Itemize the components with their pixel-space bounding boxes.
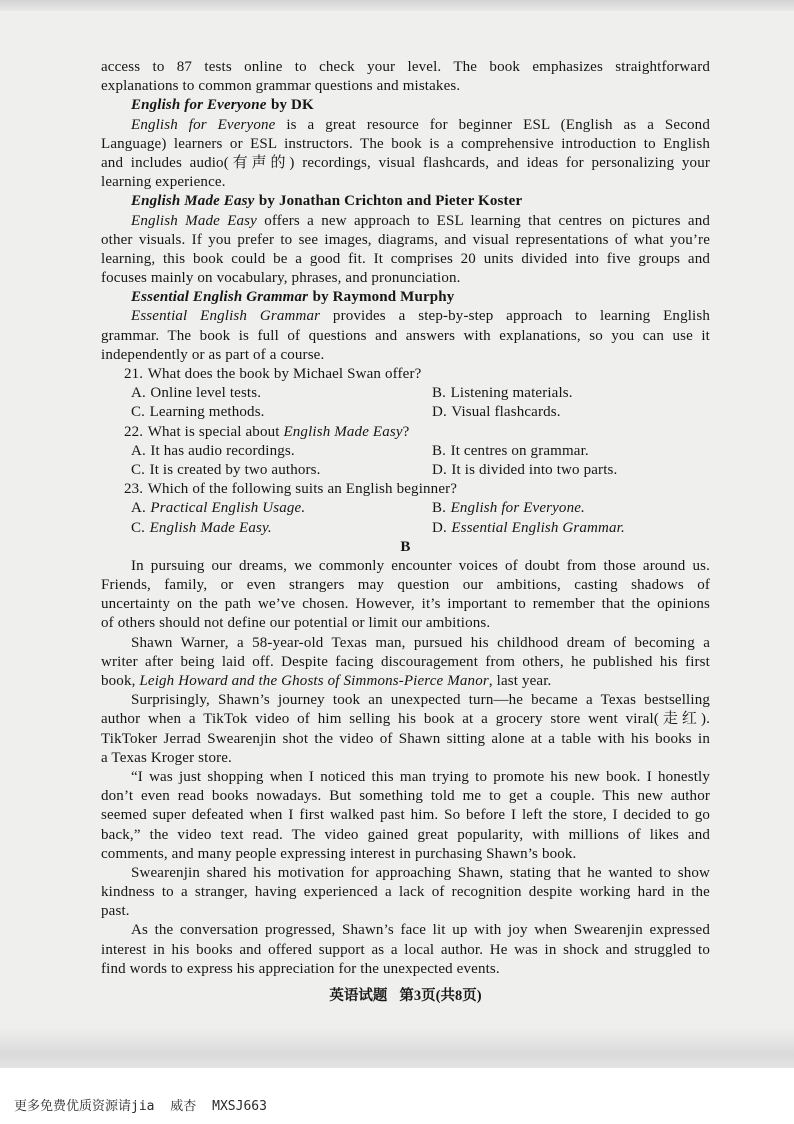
text-line [101,557,710,576]
text-line [101,749,710,768]
text-run: Which of the following suits an English beginner? [147,481,458,498]
book-title: English Made Easy [131,193,255,210]
text-run: offers a new approach to ESL learning that centres on pictures and [256,212,710,229]
text-line [101,653,710,672]
option-c [131,519,432,538]
question-stem [101,365,710,384]
section-b-label: B [400,538,411,555]
book-author: by Jonathan Crichton and Pieter Koster [258,193,523,210]
text-line [101,806,710,825]
text-run: learning experience. [101,174,226,191]
footer-subject: 英语试题 [329,988,388,1004]
text-run: of others should not define our potential or limit our ambitions. [101,615,491,632]
text-run: comments, and many people expressing interest in purchasing Shawn’s book. [101,845,577,862]
text-run: Surprisingly, Shawn’s journey took an unexpected turn—he became a Texas bestselling [131,692,710,709]
text-line [101,173,710,192]
question-23 [101,480,710,538]
text-run: Online level tests. [150,385,262,402]
text-line [101,691,710,710]
text-line [101,960,710,979]
book-description [101,307,710,365]
text-line [101,212,710,231]
scan-top-edge [0,0,794,11]
book-description [101,116,710,193]
text-line [101,135,710,154]
text-run: kindness to a stranger, having experienced a lack of recognition despite working hard in the [101,884,710,901]
text-line [101,346,710,365]
passage-b-paragraph [101,768,710,864]
footer-page-number: 第3页(共8页) [399,988,482,1004]
text-run: , last year. [488,673,552,689]
text-run: a Texas Kroger store. [101,749,232,766]
question-number: 21. [124,366,144,382]
option-b [432,442,589,461]
option-d [432,461,617,480]
text-run: ? [402,423,410,440]
option-letter: D. [432,404,447,421]
text-run: “I was just shopping when I noticed this man trying to promote his new book. I honestly [131,768,710,785]
text-line [101,634,710,653]
option-c [131,461,432,480]
passage-b [101,538,710,979]
question-list [101,365,710,538]
text-run: It is divided into two parts. [451,461,618,478]
text-line [101,787,710,806]
question-number: 22. [124,423,144,440]
option-row [101,442,710,461]
option-letter: C. [131,404,146,421]
option-row [101,403,710,422]
text-run: As the conversation progressed, Shawn’s face lit up with joy when Swearenjin expressed [131,922,710,939]
text-run: It has audio recordings. [150,442,295,459]
text-run: learning, this book could be a good fit. It comprises 20 units divided into five groups and [101,250,710,267]
text-line [101,921,710,940]
italic-title: English Made Easy [283,423,403,440]
option-c [131,403,432,422]
text-line [101,710,710,729]
question-21 [101,365,710,423]
italic-title: English Made Easy. [149,519,272,536]
italic-title: English for Everyone [131,116,276,133]
option-a [131,499,432,518]
text-line [101,58,710,77]
text-run: Learning methods. [149,404,265,421]
book-heading [101,288,710,307]
passage-b-paragraph [101,864,710,922]
option-letter: D. [432,519,447,536]
option-letter: C. [131,519,146,536]
text-run: book, [101,673,140,689]
option-letter: B. [432,385,447,402]
text-run: is a great resource for beginner ESL (English as a Second [275,116,710,133]
text-line [101,845,710,864]
option-letter: A. [131,442,146,459]
option-letter: B. [432,442,447,459]
text-line [101,883,710,902]
text-run: Shawn Warner, a 58-year-old Texas man, pursued his childhood dream of becoming a [131,634,710,651]
text-line [101,614,710,633]
text-run: Listening materials. [450,385,573,402]
text-line [101,941,710,960]
option-b [432,384,573,403]
text-run: provides a step-by-step approach to learning English [320,308,710,325]
option-d [432,403,561,422]
text-run: writer after being laid off. Despite facing discouragement from others, he published his first [101,653,710,670]
passage-b-body [101,557,710,979]
question-stem [101,423,710,442]
italic-title: Essential English Grammar. [451,519,625,536]
exam-content [101,58,710,979]
text-line [101,902,710,921]
text-line [101,231,710,250]
book-heading [101,96,710,115]
text-line [101,307,710,326]
italic-title: English for Everyone. [450,500,585,517]
text-line [101,116,710,135]
text-line [101,864,710,883]
option-row [101,384,710,403]
book-title: Essential English Grammar [131,289,309,306]
question-stem [101,480,710,499]
text-line [101,154,710,173]
text-line [101,250,710,269]
text-run: What is special about [147,423,284,440]
italic-title: Practical English Usage. [150,500,306,517]
watermark-text: 更多免费优质资源请jia 威杏 MXSJ663 [14,1099,267,1114]
continued-paragraph [101,58,710,96]
text-run: author when a TikTok video of him selling his book at a grocery store went viral(走红). [101,711,710,728]
text-run: Language) learners or ESL instructors. The book is a comprehensive introduction to English [101,135,710,152]
book-title: English for Everyone [131,97,267,114]
italic-title: Leigh Howard and the Ghosts of Simmons-Pierce Manor [139,673,489,689]
text-run: past. [101,903,130,920]
text-run: don’t even read books nowadays. But something told me to get a couple. This new author [101,788,710,805]
book-heading [101,192,710,211]
option-row [101,519,710,538]
text-run: uncertainty on the path we’ve chosen. However, it’s important to remember that the opinions [101,596,710,613]
text-line [101,768,710,787]
text-run: find words to express his appreciation for the unexpected events. [101,960,500,977]
option-row [101,461,710,480]
book-author: by DK [271,97,314,114]
option-a [131,442,432,461]
option-b [432,499,585,518]
text-run: Visual flashcards. [451,404,561,421]
text-run: independently or as part of a course. [101,346,325,363]
option-letter: A. [131,385,146,402]
text-line [101,327,710,346]
text-line [101,269,710,288]
scan-bottom-edge [0,1028,794,1068]
text-run: It centres on grammar. [450,442,589,459]
question-number: 23. [124,481,144,498]
text-line [101,77,710,96]
text-run: and includes audio(有声的) recordings, visual flashcards, and ideas for personalizing your [101,154,710,171]
text-line [101,595,710,614]
option-a [131,384,432,403]
option-letter: C. [131,461,146,478]
passage-b-paragraph [101,634,710,692]
text-run: other visuals. If you prefer to see images, diagrams, and visual representations of what you’re [101,231,710,248]
text-line [101,826,710,845]
passage-b-paragraph [101,691,710,768]
text-run: seemed super defeated when I first walked past him. So before I left the store, I decided to go [101,807,710,824]
text-run: It is created by two authors. [149,461,321,478]
passage-a [101,58,710,365]
text-run: What does the book by Michael Swan offer? [147,366,422,382]
text-run: focuses mainly on vocabulary, phrases, and pronunciation. [101,270,461,287]
text-line [101,672,710,691]
book-description [101,212,710,289]
option-letter: B. [432,500,447,517]
text-run: explanations to common grammar questions and mistakes. [101,78,461,95]
italic-title: Essential English Grammar [131,308,321,325]
text-line [101,730,710,749]
text-line [101,576,710,595]
text-run: Swearenjin shared his motivation for approaching Shawn, stating that he wanted to show [131,864,710,881]
option-letter: A. [131,500,146,517]
text-run: TikToker Jerrad Swearenjin shot the video of Shawn sitting alone at a table with his books in [101,730,710,747]
question-22 [101,423,710,481]
option-d [432,519,625,538]
text-run: grammar. The book is full of questions and answers with explanations, so you can use it [101,327,710,344]
text-run: interest in his books and offered support as a local author. He was in shock and struggled to [101,941,710,958]
option-row [101,499,710,518]
text-run: Friends, family, or even strangers may question our ambitions, casting shadows of [101,577,710,594]
passage-b-paragraph [101,557,710,634]
option-letter: D. [432,461,447,478]
text-run: access to 87 tests online to check your level. The book emphasizes straightforward [101,59,710,75]
text-run: back,” the video text read. The video gained great popularity, with millions of likes and [101,826,710,843]
text-run: In pursuing our dreams, we commonly encounter voices of doubt from those around us. [131,557,710,574]
page-footer [101,987,710,1006]
passage-b-paragraph [101,921,710,979]
italic-title: English Made Easy [131,212,257,229]
book-author: by Raymond Murphy [312,289,455,306]
